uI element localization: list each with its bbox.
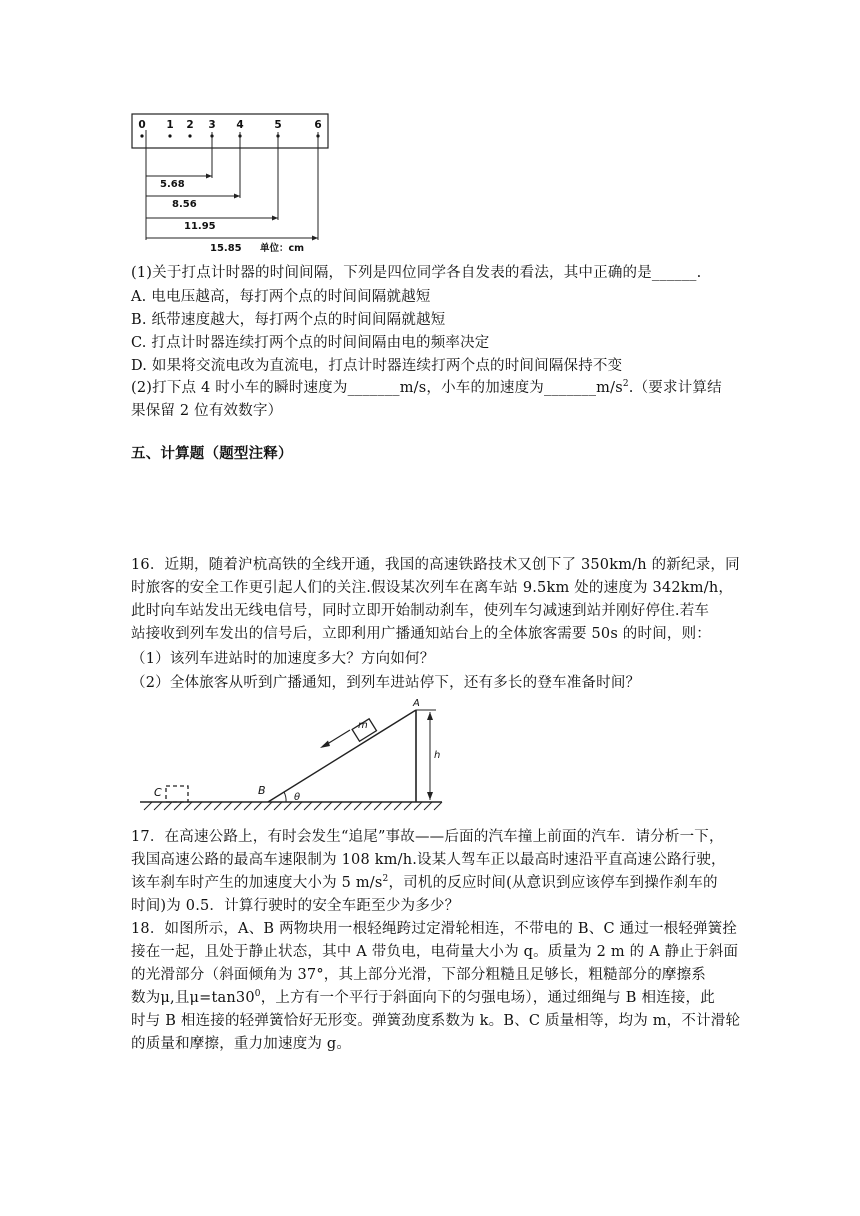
q18-line-4-sup: 0 — [254, 989, 261, 999]
incline-figure — [140, 696, 450, 820]
tick-label-5: 5 — [274, 119, 282, 131]
distance-label-3: 11.95 — [184, 221, 216, 232]
q15-part2-b: .（要求计算结 — [628, 380, 722, 396]
label-b: B — [258, 784, 266, 797]
q18-line-4-b: ，上方有一个平行于斜面向下的匀强电场），通过细绳与 B 相连接，此 — [260, 990, 715, 1006]
q16-line-6: （2）全体旅客从听到广播通知，到列车进站停下，还有多长的登车准备时间？ — [131, 675, 641, 691]
q15-option-c: C. 打点计时器连续打两个点的时间间隔由电的频率决定 — [131, 335, 490, 351]
q16-line-1: 16．近期，随着沪杭高铁的全线开通，我国的高速铁路技术又创下了 350km/h 的新纪录，同 — [131, 557, 740, 573]
distance-label-4: 15.85 — [210, 243, 242, 254]
q17-line-3-a: 该车刹车时产生的加速度大小为 5 m/s — [131, 875, 383, 891]
tick-label-4: 4 — [236, 119, 244, 131]
q16-line-3: 此时向车站发出无线电信号，同时立即开始制动刹车，使列车匀减速到站并刚好停住.若车 — [131, 603, 710, 619]
q18-line-2: 接在一起，且处于静止状态，其中 A 带负电，电荷量大小为 q。质量为 2 m 的 A 静止于斜面 — [131, 944, 739, 960]
q15-part1: (1)关于打点计时器的时间间隔，下列是四位同学各自发表的看法，其中正确的是______. — [131, 265, 702, 281]
distance-label-1: 5.68 — [160, 179, 185, 190]
q15-part2-cont: 果保留 2 位有效数字） — [131, 403, 283, 419]
tick-label-1: 1 — [166, 119, 174, 131]
q15-option-a: A. 电电压越高，每打两个点的时间间隔就越短 — [131, 289, 431, 305]
q16-line-2: 时旅客的安全工作更引起人们的关注.假设某次列车在离车站 9.5km 处的速度为 342km/h， — [131, 580, 734, 596]
label-a: A — [413, 698, 420, 709]
label-m: m — [358, 720, 368, 731]
q17-line-3-b: ，司机的反应时间(从意识到应该停车到操作刹车的 — [388, 875, 718, 891]
q17-line-1: 17．在高速公路上，有时会发生“追尾”事故——后面的汽车撞上前面的汽车．请分析一下， — [131, 829, 724, 845]
q17-line-3 — [131, 872, 718, 894]
dashed-box-c — [166, 786, 188, 802]
tick-label-0: 0 — [138, 119, 146, 131]
q15-part2-sup: 2 — [622, 379, 629, 389]
tape-frame — [132, 114, 328, 148]
section-heading: 五、计算题（题型注释） — [131, 446, 293, 462]
q17-line-3-sup: 2 — [382, 874, 389, 884]
q18-line-4-a: 数为μ,且μ=tan30 — [131, 990, 255, 1006]
q15-part2-a: (2)打下点 4 时小车的瞬时速度为_______m/s，小车的加速度为_______m/s — [131, 380, 623, 396]
q18-line-6: 的质量和摩擦，重力加速度为 g。 — [131, 1036, 352, 1052]
label-theta: θ — [294, 792, 301, 803]
q15-part2 — [131, 377, 722, 399]
q15-option-d: D. 如果将交流电改为直流电，打点计时器连续打两个点的时间间隔保持不变 — [131, 358, 623, 374]
q18-line-4 — [131, 987, 715, 1009]
tick-label-2: 2 — [186, 119, 194, 131]
q18-line-1: 18．如图所示，A、B 两物块用一根轻绳跨过定滑轮相连，不带电的 B、C 通过一根轻弹簧拴 — [131, 921, 738, 937]
q16-line-4: 站接收到列车发出的信号后，立即利用广播通知站台上的全体旅客需要 50s 的时间，则： — [131, 626, 712, 642]
incline-surface — [268, 710, 416, 802]
label-c: C — [154, 786, 162, 799]
distance-label-2: 8.56 — [172, 199, 197, 210]
tick-label-3: 3 — [208, 119, 216, 131]
tick-label-6: 6 — [314, 119, 322, 131]
label-h: h — [434, 750, 441, 761]
q18-line-3: 的光滑部分（斜面倾角为 37°，其上部分光滑，下部分粗糙且足够长，粗糙部分的摩擦系 — [131, 967, 707, 983]
ticker-tape-figure — [128, 108, 338, 258]
unit-label: 单位：cm — [260, 243, 305, 254]
q17-line-2: 我国高速公路的最高车速限制为 108 km/h.设某人驾车正以最高时速沿平直高速公路行驶， — [131, 852, 726, 868]
q15-option-b: B. 纸带速度越大，每打两个点的时间间隔就越短 — [131, 312, 446, 328]
q18-line-5: 时与 B 相连接的轻弹簧恰好无形变。弹簧劲度系数为 k。B、C 质量相等，均为 m，不计滑轮 — [131, 1013, 741, 1029]
q16-line-5: （1）该列车进站时的加速度多大？方向如何？ — [131, 651, 435, 667]
q17-line-4: 时间)为 0.5．计算行驶时的安全车距至少为多少？ — [131, 898, 460, 914]
